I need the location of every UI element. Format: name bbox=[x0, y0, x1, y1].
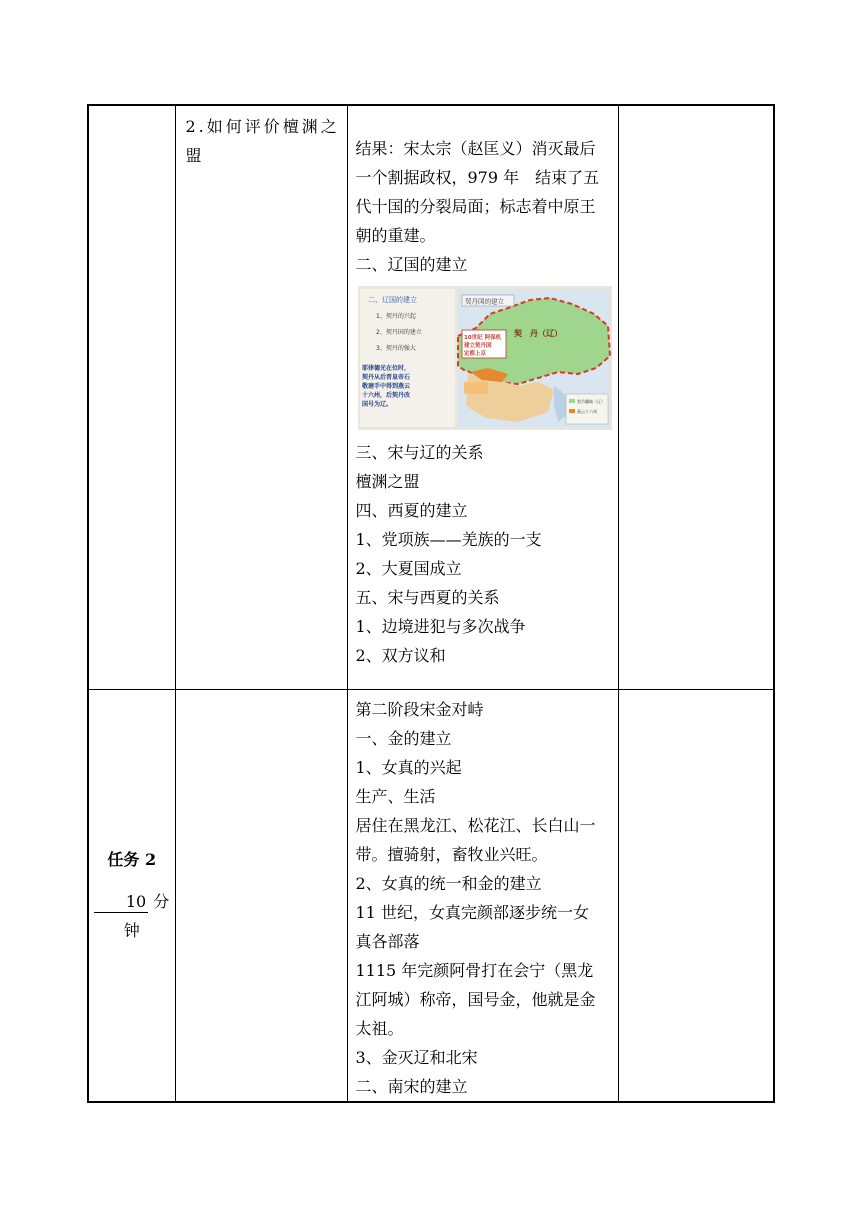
map-note-line: 敬瑭手中得到燕云 bbox=[361, 383, 410, 390]
map-note-line: 耶律德光在位时， bbox=[361, 365, 410, 372]
content-line: 四、西夏的建立 bbox=[355, 501, 468, 520]
content-line: 2、双方议和 bbox=[355, 646, 446, 665]
map-legend-item: 燕云十六州 bbox=[576, 409, 597, 414]
map-legend-item: 契丹疆域（辽） bbox=[576, 399, 605, 404]
content-line: 2、女真的统一和金的建立 bbox=[355, 874, 542, 893]
content-line: 五、宋与西夏的关系 bbox=[355, 588, 500, 607]
map-outline-item: 2、契丹国的建立 bbox=[375, 329, 422, 336]
content-line: 生产、生活 bbox=[355, 787, 436, 806]
table-row bbox=[88, 690, 774, 1103]
content-line: 第二阶段宋金对峙 bbox=[355, 700, 484, 719]
content-cell bbox=[347, 690, 618, 1103]
content-line: 三、宋与辽的关系 bbox=[355, 443, 484, 462]
content-cell bbox=[347, 105, 618, 690]
content-line: 结果：宋太宗（赵匡义）消灭最后 bbox=[355, 139, 596, 158]
content-line: 一个割据政权，979 年 结束了五 bbox=[355, 168, 600, 187]
map-region-label: 契 丹（辽） bbox=[513, 329, 562, 338]
table-row bbox=[88, 105, 774, 690]
map-callout-line: 建立契丹国 bbox=[463, 343, 492, 349]
content-line: 带。擅骑射，畜牧业兴旺。 bbox=[355, 845, 548, 864]
map-title: 契丹国的建立 bbox=[464, 297, 504, 306]
content-line: 11 世纪，女真完颜部逐步统一女 bbox=[355, 903, 589, 922]
map-note-line: 契丹从后晋皇帝石 bbox=[361, 374, 410, 381]
task-minutes: 10 bbox=[94, 892, 148, 913]
task-cell bbox=[88, 690, 175, 1103]
content-line: 朝的重建。 bbox=[355, 226, 436, 245]
notes-cell bbox=[618, 105, 774, 690]
content-line: 一、金的建立 bbox=[355, 729, 452, 748]
content-line: 2、大夏国成立 bbox=[355, 559, 462, 578]
content-line: 1115 年完颜阿骨打在会宁（黑龙 bbox=[355, 961, 594, 980]
map-callout-line: 定都上京 bbox=[463, 351, 486, 357]
task-unit: 钟 bbox=[123, 920, 140, 940]
content-line: 居住在黑龙江、松花江、长白山一 bbox=[355, 816, 596, 835]
content-line: 太祖。 bbox=[355, 1019, 404, 1038]
question-cell bbox=[175, 690, 347, 1103]
map-outline-item: 3、契丹的强大 bbox=[375, 345, 416, 352]
question-text: 2.如何评价檀渊之盟 bbox=[185, 117, 340, 165]
content-line: 檀渊之盟 bbox=[355, 472, 420, 491]
content-line: 代十国的分裂局面；标志着中原王 bbox=[355, 197, 596, 216]
map-callout-line: 10世纪 阿保机 bbox=[463, 335, 501, 341]
notes-cell bbox=[618, 690, 774, 1103]
content-line: 3、金灭辽和北宋 bbox=[355, 1048, 478, 1067]
map-note-line: 国号为辽。 bbox=[361, 401, 392, 408]
task-unit: 分 bbox=[153, 891, 170, 911]
liao-founding-map-image bbox=[358, 286, 612, 430]
map-outline-item: 1、契丹的兴起 bbox=[375, 313, 416, 320]
content-line: 二、辽国的建立 bbox=[355, 255, 468, 274]
task-duration bbox=[89, 887, 175, 945]
content-line: 真各部落 bbox=[355, 932, 420, 951]
map-note-line: 十六州，后契丹改 bbox=[361, 392, 410, 399]
question-cell bbox=[175, 105, 347, 690]
task-cell-empty bbox=[88, 105, 175, 690]
lesson-plan-table bbox=[87, 104, 775, 1103]
task-title: 任务 2 bbox=[107, 849, 157, 869]
content-line: 江阿城）称帝，国号金，他就是金 bbox=[355, 990, 596, 1009]
map-outline-title: 二、辽国的建立 bbox=[367, 296, 417, 304]
content-line: 1、女真的兴起 bbox=[355, 758, 462, 777]
content-line: 1、边境进犯与多次战争 bbox=[355, 617, 526, 636]
content-line: 二、南宋的建立 bbox=[355, 1077, 468, 1096]
content-line: 1、党项族——羌族的一支 bbox=[355, 530, 542, 549]
